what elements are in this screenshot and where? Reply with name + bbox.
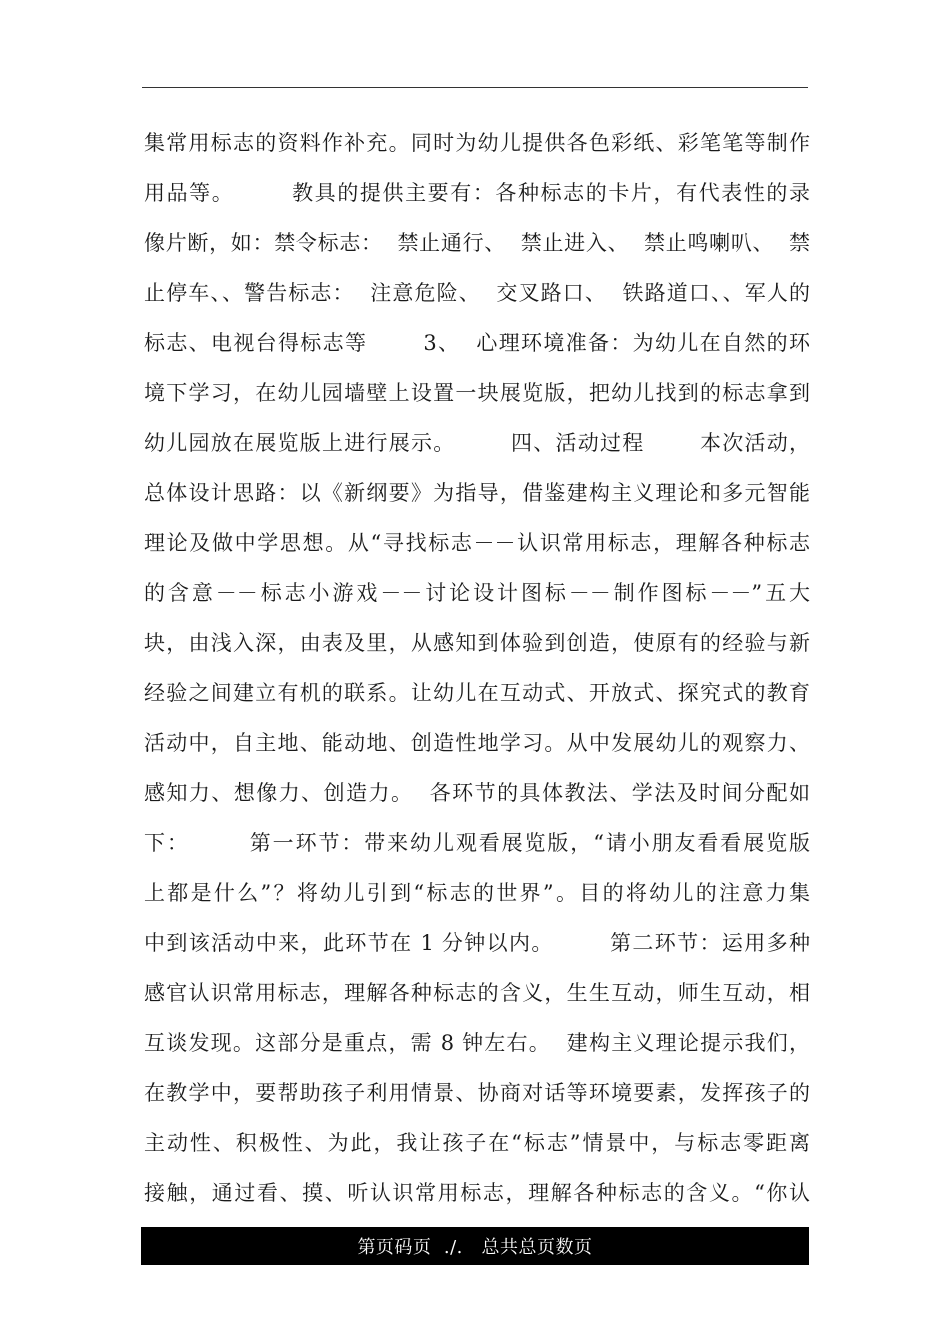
text-line: 总体设计思路：以《新纲要》为指导，借鉴建构主义理论和多元智能 xyxy=(144,481,810,505)
text-line: 的含意－－标志小游戏－－讨论设计图标－－制作图标－－”五大 xyxy=(144,581,810,605)
text-line: 境下学习，在幼儿园墙壁上设置一块展览版，把幼儿找到的标志拿到 xyxy=(144,381,810,405)
text-line: 集常用标志的资料作补充。同时为幼儿提供各色彩纸、彩笔笔等制作 xyxy=(144,131,810,155)
text-line: 经验之间建立有机的联系。让幼儿在互动式、开放式、探究式的教育 xyxy=(144,681,810,705)
text-line: 感官认识常用标志，理解各种标志的含义，生生互动，师生互动，相 xyxy=(144,981,810,1005)
page-footer xyxy=(141,1227,809,1265)
text-line: 活动中，自主地、能动地、创造性地学习。从中发展幼儿的观察力、 xyxy=(144,731,810,755)
text-line: 主动性、积极性、为此，我让孩子在“标志”情景中，与标志零距离 xyxy=(144,1131,810,1155)
text-line: 块，由浅入深，由表及里，从感知到体验到创造，使原有的经验与新 xyxy=(144,631,810,655)
text-line: 上都是什么”？将幼儿引到“标志的世界”。目的将幼儿的注意力集 xyxy=(144,881,810,905)
header-rule xyxy=(142,87,808,88)
text-line: 理论及做中学思想。从“寻找标志－－认识常用标志，理解各种标志 xyxy=(144,531,810,555)
text-line: 互谈发现。这部分是重点，需 8 钟左右。 建构主义理论提示我们， xyxy=(144,1031,810,1055)
text-line: 止停车、、警告标志： 注意危险、 交叉路口、 铁路道口、、军人的 xyxy=(144,281,810,305)
text-line: 接触，通过看、摸、听认识常用标志，理解各种标志的含义。“你认 xyxy=(144,1181,810,1205)
text-line: 感知力、想像力、创造力。 各环节的具体教法、学法及时间分配如 xyxy=(144,781,810,805)
text-line: 幼儿园放在展览版上进行展示。 四、活动过程 本次活动， xyxy=(144,431,810,455)
text-line: 像片断，如：禁令标志： 禁止通行、 禁止进入、 禁止鸣喇叭、 禁 xyxy=(144,231,810,255)
text-line: 下： 第一环节：带来幼儿观看展览版，“请小朋友看看展览版 xyxy=(144,831,810,855)
page-number-label: 第页码页 ./. 总共总页数页 xyxy=(357,1237,593,1258)
document-body xyxy=(144,118,810,1218)
text-line: 标志、电视台得标志等 3、 心理环境准备：为幼儿在自然的环 xyxy=(144,331,810,355)
text-line: 用品等。 教具的提供主要有：各种标志的卡片，有代表性的录 xyxy=(144,181,810,205)
text-line: 在教学中，要帮助孩子利用情景、协商对话等环境要素，发挥孩子的 xyxy=(144,1081,810,1105)
text-line: 中到该活动中来，此环节在 1 分钟以内。 第二环节：运用多种 xyxy=(144,931,810,955)
